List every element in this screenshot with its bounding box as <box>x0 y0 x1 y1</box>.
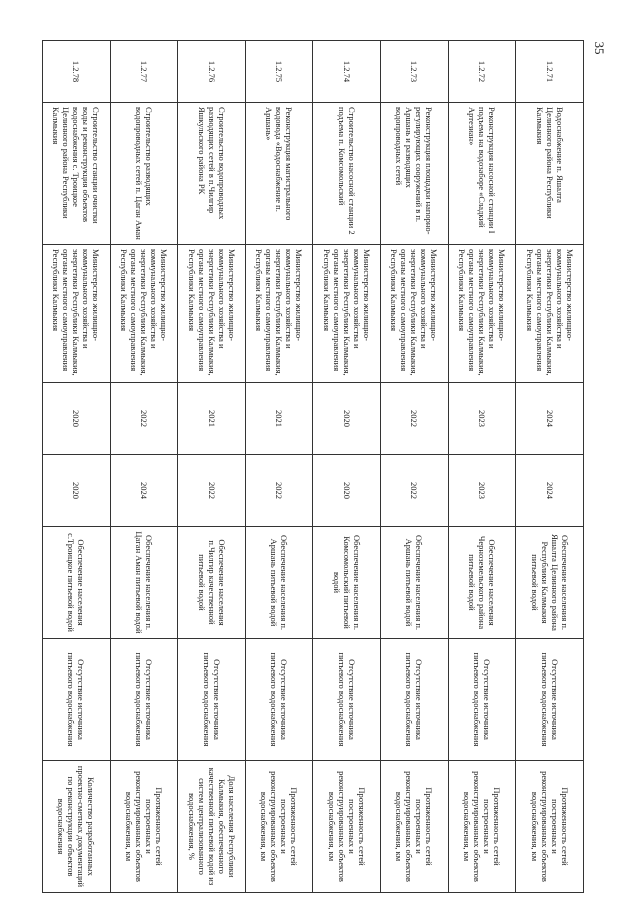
risk: Отсутствие источника питьевого водоснабжения <box>381 639 449 761</box>
measure-name: Реконструкция насосной станции I подъема на водозаборе «Сладкий Артезиан» <box>448 103 516 245</box>
start-year: 2020 <box>313 383 381 455</box>
table-row <box>43 41 111 893</box>
measure-name: Строительство станции очистки воды и реконструкция объектов водоснабжения с. Троицкое Целинного района Республики Калмыкия <box>43 103 111 245</box>
indicator: Протяженность сетей построенных и реконструированных объектов водоснабжения, км <box>381 761 449 893</box>
executor: Министерство жилищно-коммунального хозяйства и энергетики Республики Калмыкия, органы местного самоуправления Республики Калмыкия <box>516 245 584 383</box>
measure-name: Реконструкция площадки напорно-регулирующих сооружений в п. Аршань и разводящих водопроводных сетей <box>381 103 449 245</box>
risk: Отсутствие источника питьевого водоснабжения <box>516 639 584 761</box>
expected-result: Обеспечение населения п.Чилгир качественной питьевой водой <box>178 527 246 639</box>
start-year: 2022 <box>381 383 449 455</box>
start-year: 2021 <box>245 383 313 455</box>
risk: Отсутствие источника питьевого водоснабжения <box>178 639 246 761</box>
indicator: Протяженность сетей построенных и реконструированных объектов водоснабжения, км <box>313 761 381 893</box>
table-row <box>313 41 381 893</box>
executor: Министерство жилищно-коммунального хозяйства и энергетики Республики Калмыкия, органы местного самоуправления Республики Калмыкия <box>245 245 313 383</box>
measure-name: Реконструкция магистрального водовода «Водоснабжение п. Аршань» <box>245 103 313 245</box>
table-row <box>516 41 584 893</box>
indicator: Протяженность сетей построенных и реконструированных объектов водоснабжения, км <box>245 761 313 893</box>
row-number: 1.2.74 <box>313 41 381 103</box>
executor: Министерство жилищно-коммунального хозяйства и энергетики Республики Калмыкия, органы местного самоуправления Республики Калмыкия <box>381 245 449 383</box>
expected-result: Обеспечение населения п. Яшалта Целинного района Республики Калмыкия питьевой водой <box>516 527 584 639</box>
table-row <box>178 41 246 893</box>
page-number: 35 <box>592 41 607 55</box>
end-year: 2020 <box>313 455 381 527</box>
end-year: 2024 <box>516 455 584 527</box>
executor: Министерство жилищно-коммунального хозяйства и энергетики Республики Калмыкия, органы местного самоуправления Республики Калмыкия <box>448 245 516 383</box>
row-number: 1.2.78 <box>43 41 111 103</box>
row-number: 1.2.73 <box>381 41 449 103</box>
expected-result: Обеспечение населения п. Аршань питьевой водой <box>245 527 313 639</box>
end-year: 2022 <box>178 455 246 527</box>
end-year: 2022 <box>245 455 313 527</box>
table-row <box>448 41 516 893</box>
row-number: 1.2.71 <box>516 41 584 103</box>
expected-result: Обеспечение населения п. Цаган Аман питьевой водой <box>110 527 178 639</box>
end-year: 2022 <box>381 455 449 527</box>
row-number: 1.2.76 <box>178 41 246 103</box>
expected-result: Обеспечение населения Черноземельского района питьевой водой <box>448 527 516 639</box>
indicator: Доля населения Республики Калмыкия, обеспеченного качественной питьевой водой из систем централизованного водоснабжения, % <box>178 761 246 893</box>
indicator: Протяженность сетей построенных и реконструированных объектов водоснабжения, км <box>110 761 178 893</box>
row-number: 1.2.72 <box>448 41 516 103</box>
risk: Отсутствие источника питьевого водоснабжения <box>43 639 111 761</box>
expected-result: Обеспечение населения п. Комсомольский питьевой водой <box>313 527 381 639</box>
end-year: 2020 <box>43 455 111 527</box>
measure-name: Строительство разводящих водопроводных сетей п. Цаган Аман <box>110 103 178 245</box>
executor: Министерство жилищно-коммунального хозяйства и энергетики Республики Калмыкия, органы местного самоуправления Республики Калмыкия <box>110 245 178 383</box>
measure-name: Строительство водопроводных разводящих сетей в п.Чилгир Яшкульского района РК <box>178 103 246 245</box>
executor: Министерство жилищно-коммунального хозяйства и энергетики Республики Калмыкия, органы местного самоуправления Республики Калмыкия <box>313 245 381 383</box>
risk: Отсутствие источника питьевого водоснабжения <box>313 639 381 761</box>
table-row <box>381 41 449 893</box>
executor: Министерство жилищно-коммунального хозяйства и энергетики Республики Калмыкия, органы местного самоуправления Республики Калмыкия <box>178 245 246 383</box>
risk: Отсутствие источника питьевого водоснабжения <box>448 639 516 761</box>
start-year: 2024 <box>516 383 584 455</box>
executor: Министерство жилищно-коммунального хозяйства и энергетики Республики Калмыкия, органы местного самоуправления Республики Калмыкия <box>43 245 111 383</box>
table-row <box>110 41 178 893</box>
expected-result: Обеспечение населения п. Аршань питьевой водой <box>381 527 449 639</box>
row-number: 1.2.75 <box>245 41 313 103</box>
measure-name: Строительство насосной станции 2 подъема п. Комсомольский <box>313 103 381 245</box>
expected-result: Обеспечение населения с.Троицкое питьевой водой <box>43 527 111 639</box>
start-year: 2021 <box>178 383 246 455</box>
table-row <box>245 41 313 893</box>
end-year: 2023 <box>448 455 516 527</box>
risk: Отсутствие источника питьевого водоснабжения <box>245 639 313 761</box>
start-year: 2023 <box>448 383 516 455</box>
start-year: 2022 <box>110 383 178 455</box>
risk: Отсутствие источника питьевого водоснабжения <box>110 639 178 761</box>
indicator: Протяженность сетей построенных и реконструированных объектов водоснабжения, км <box>516 761 584 893</box>
indicator: Протяженность сетей построенных и реконструированных объектов водоснабжения, км <box>448 761 516 893</box>
rotated-table-container <box>42 40 584 892</box>
program-measures-table <box>42 40 584 893</box>
measure-name: Водоснабжение п. Яшалта Целинного района Республики Калмыкия <box>516 103 584 245</box>
start-year: 2020 <box>43 383 111 455</box>
end-year: 2024 <box>110 455 178 527</box>
indicator: Количество разработанных проектно-сметных документаций по реконструкции объектов водоснабжения <box>43 761 111 893</box>
row-number: 1.2.77 <box>110 41 178 103</box>
